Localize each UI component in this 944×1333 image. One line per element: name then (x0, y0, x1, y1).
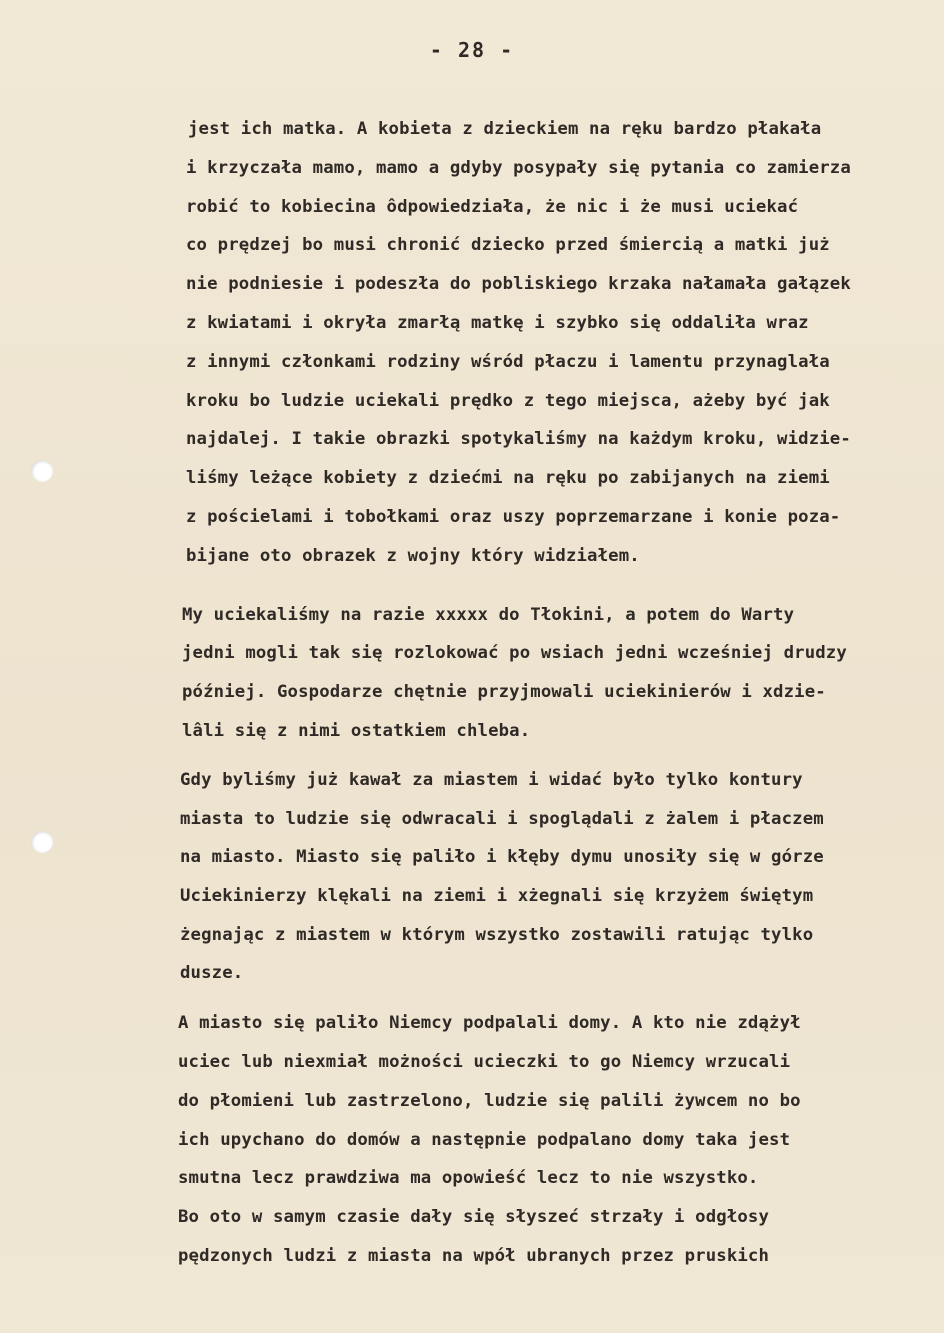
text-line: najdalej. I takie obrazki spotykaliśmy na każdym kroku, widzie- (186, 429, 851, 449)
text-line: kroku bo ludzie uciekali prędko z tego miejsca, ażeby być jak (186, 391, 830, 411)
text-line: i krzyczała mamo, mamo a gdyby posypały się pytania co zamierza (186, 158, 851, 178)
text-line: dusze. (180, 963, 244, 983)
text-line: jest ich matka. A kobieta z dzieckiem na ręku bardzo płakała (188, 119, 822, 139)
punch-hole-bottom (31, 831, 53, 853)
text-line: żegnając z miastem w którym wszystko zostawili ratując tylko (180, 925, 814, 945)
text-line: z pościelami i tobołkami oraz uszy poprzemarzane i konie poza- (186, 507, 841, 527)
text-line: pędzonych ludzi z miasta na wpół ubranych przez pruskich (178, 1246, 770, 1266)
text-line: smutna lecz prawdziwa ma opowieść lecz to nie wszystko. (178, 1168, 759, 1188)
text-line: z kwiatami i okryła zmarłą matkę i szybko się oddaliła wraz (186, 313, 809, 333)
text-line: My uciekaliśmy na razie xxxxx do Tłokini, a potem do Warty (182, 605, 795, 625)
text-line: bijane oto obrazek z wojny który widziałem. (186, 546, 640, 566)
text-line: do płomieni lub zastrzelono, ludzie się palili żywcem no bo (178, 1091, 801, 1111)
text-line: miasta to ludzie się odwracali i spoglądali z żalem i płaczem (180, 809, 824, 829)
text-line: Gdy byliśmy już kawał za miastem i widać było tylko kontury (180, 770, 803, 790)
text-line: Bo oto w samym czasie dały się słyszeć strzały i odgłosy (178, 1207, 770, 1227)
text-line: robić to kobiecina ôdpowiedziała, że nic i że musi uciekać (186, 197, 799, 217)
text-line: ich upychano do domów a następnie podpalano domy taka jest (178, 1130, 791, 1150)
text-line: nie podniesie i podeszła do pobliskiego krzaka nałamała gałązek (186, 274, 851, 294)
text-line: A miasto się paliło Niemcy podpalali domy. A kto nie zdążył (178, 1013, 801, 1033)
text-line: uciec lub niexmiał możności ucieczki to go Niemcy wrzucali (178, 1052, 791, 1072)
text-line: lâli się z nimi ostatkiem chleba. (182, 721, 531, 741)
text-line: co prędzej bo musi chronić dziecko przed śmiercią a matki już (186, 235, 830, 255)
text-line: Uciekinierzy klękali na ziemi i xżegnali się krzyżem świętym (180, 886, 814, 906)
text-line: z innymi członkami rodziny wśród płaczu i lamentu przynaglała (186, 352, 830, 372)
punch-hole-top (31, 460, 53, 482)
text-line: jedni mogli tak się rozlokować po wsiach jedni wcześniej drudzy (182, 643, 847, 663)
page-number: - 28 - (429, 38, 515, 62)
text-line: na miasto. Miasto się paliło i kłęby dymu unosiły się w górze (180, 847, 824, 867)
text-line: liśmy leżące kobiety z dziećmi na ręku po zabijanych na ziemi (186, 468, 830, 488)
text-line: później. Gospodarze chętnie przyjmowali uciekinierów i xdzie- (182, 682, 826, 702)
